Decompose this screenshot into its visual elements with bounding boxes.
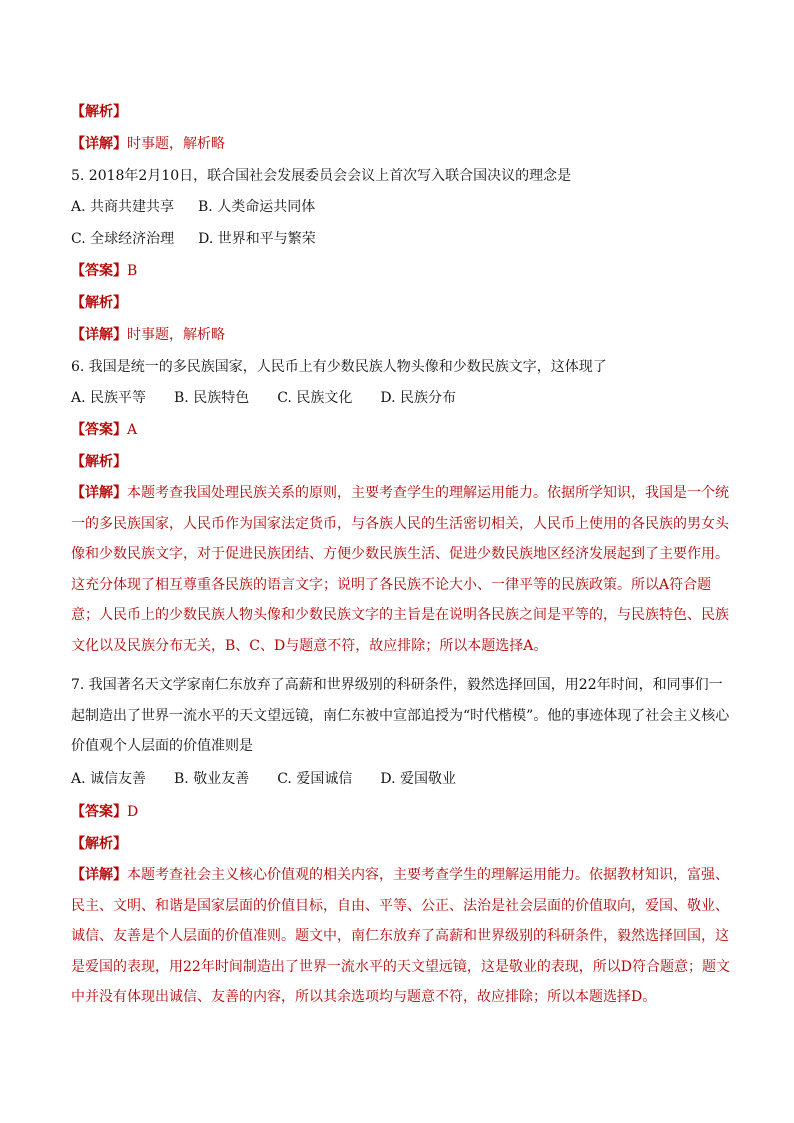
analysis-heading: 【解析】 xyxy=(71,295,127,311)
detail-text: 时事题，解析略 xyxy=(127,327,225,343)
detail-text: 本题考查社会主义核心价值观的相关内容，主要考查学生的理解运用能力。依据教材知识，富强、民主、文明、和谐是国家层面的价值目标，自由、平等、公正、法治是社会层面的价值取向，爱国、敬业、诚信、友善是个人层面的价值准则。题文中，南仁东放弃了高薪和世界级别的科研条件，毅然选择回国，这是爱国的表现，用22年时间制造出了世界一流水平的天文望远镜，这是敬业的表现，所以D符合题意；题文中并没有体现出诚信、友善的内容，所以其余选项均与题意不符，故应排除；所以本题选择D。 xyxy=(71,867,731,1005)
option-d: D. 世界和平与繁荣 xyxy=(198,231,316,247)
detail-paragraph xyxy=(71,478,731,661)
option-c: C. 民族文化 xyxy=(277,390,353,406)
question-7-text: 7. 我国著名天文学家南仁东放弃了高薪和世界级别的科研条件，毅然选择回国，用22年时间，和同事们一起制造出了世界一流水平的天文望远镜，南仁东被中宣部追授为“时代楷模”。他的事迹体现了社会主义核心价值观个人层面的价值准则是 xyxy=(71,677,730,754)
answer-line xyxy=(71,421,137,439)
question-6-options xyxy=(71,389,456,407)
question-7-options xyxy=(71,770,456,788)
detail-label: 【详解】 xyxy=(71,136,127,152)
option-a: A. 共商共建共享 xyxy=(71,199,175,215)
option-b: B. 敬业友善 xyxy=(174,771,250,787)
detail-label: 【详解】 xyxy=(71,867,127,883)
option-c: C. 全球经济治理 xyxy=(71,231,175,247)
analysis-heading: 【解析】 xyxy=(71,454,127,470)
analysis-heading: 【解析】 xyxy=(71,104,127,120)
option-c: C. 爱国诚信 xyxy=(277,771,353,787)
option-d: D. 民族分布 xyxy=(380,390,456,406)
detail-text: 时事题，解析略 xyxy=(127,136,225,152)
answer-value: A xyxy=(127,422,138,438)
detail-line xyxy=(71,326,225,344)
answer-line xyxy=(71,262,137,280)
answer-label: 【答案】 xyxy=(71,263,127,279)
detail-label: 【详解】 xyxy=(71,485,127,501)
analysis-heading: 【解析】 xyxy=(71,836,127,852)
detail-line xyxy=(71,135,225,153)
detail-paragraph xyxy=(71,860,731,1013)
option-a: A. 民族平等 xyxy=(71,390,147,406)
question-6-text: 6. 我国是统一的多民族国家，人民币上有少数民族人物头像和少数民族文字，这体现了 xyxy=(71,359,607,375)
option-d: D. 爱国敬业 xyxy=(380,771,456,787)
answer-line xyxy=(71,803,138,821)
question-5-text: 5. 2018年2月10日，联合国社会发展委员会会议上首次写入联合国决议的理念是 xyxy=(71,168,572,184)
question-5-options-row-2 xyxy=(71,230,316,248)
option-b: B. 人类命运共同体 xyxy=(198,199,316,215)
answer-value: D xyxy=(127,804,139,820)
option-b: B. 民族特色 xyxy=(174,390,250,406)
detail-label: 【详解】 xyxy=(71,327,127,343)
option-a: A. 诚信友善 xyxy=(71,771,147,787)
question-5-options-row-1 xyxy=(71,198,315,216)
detail-text: 本题考查我国处理民族关系的原则，主要考查学生的理解运用能力。依据所学知识，我国是一个统一的多民族国家，人民币作为国家法定货币，与各族人民的生活密切相关，人民币上使用的各民族的男女头像和少数民族文字，对于促进民族团结、方便少数民族生活、促进少数民族地区经济发展起到了主要作用。这充分体现了相互尊重各民族的语言文字；说明了各民族不论大小、一律平等的民族政策。所以A符合题意；人民币上的少数民族人物头像和少数民族文字的主旨是在说明各民族之间是平等的，与民族特色、民族文化以及民族分布无关，B、C、D与题意不符，故应排除；所以本题选择A。 xyxy=(71,485,729,654)
answer-label: 【答案】 xyxy=(71,422,127,438)
answer-value: B xyxy=(127,263,138,279)
answer-label: 【答案】 xyxy=(71,804,127,820)
